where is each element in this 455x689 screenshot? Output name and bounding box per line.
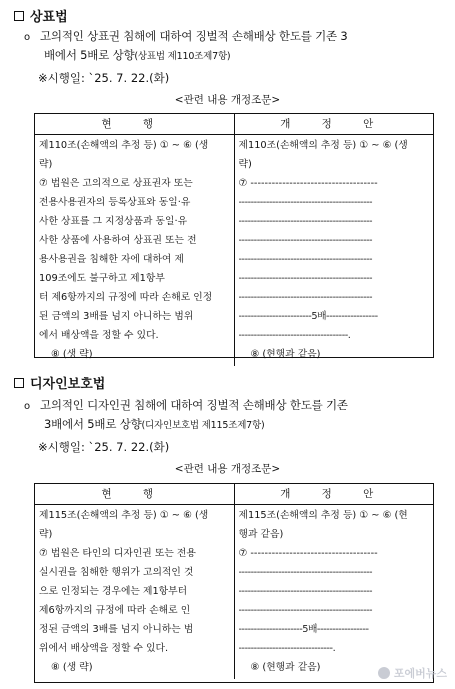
table-text-line: 으로 인정되는 경우에는 제1항부터 — [39, 586, 188, 597]
table-text-line: ⑧ (생 략) — [51, 662, 93, 673]
table-text-line: 109조에도 불구하고 제1항부 — [39, 273, 165, 284]
table-text-line: -------------------------------------------- — [238, 273, 373, 284]
bullet-text-line: 배에서 5배로 상향(상표법 제110조제7항) — [44, 48, 231, 62]
table-text-line: 략) — [39, 159, 53, 170]
table-text-line: ---------------------5배----------------- — [238, 624, 369, 635]
effective-date: ※시행일: `25. 7. 22.(화) — [38, 440, 170, 454]
table-text-line: 위에서 배상액을 정할 수 있다. — [39, 643, 169, 654]
section-title: 디자인보호법 — [30, 377, 106, 392]
table-text-line: 제6항까지의 규정에 따라 손해로 인 — [39, 605, 191, 616]
table-text-line: 실시권을 침해한 행위가 고의적인 것 — [39, 567, 194, 578]
bullet-o-icon: o — [24, 401, 30, 412]
header-current: 현 행 — [35, 484, 235, 504]
watermark: 포에버뉴스 — [378, 665, 447, 681]
table-text-line: 전용사용권자의 등록상표와 동일·유 — [39, 197, 191, 208]
table-text-line: ⑦ 법원은 고의적으로 상표권자 또는 — [39, 178, 193, 189]
table-text-line: ------------------------5배----------------- — [238, 311, 378, 322]
table-text-line: ⑧ (현행과 같음) — [250, 662, 321, 673]
header-amendment: 개 정 안 — [280, 488, 388, 500]
table-text-line: -------------------------------------------- — [238, 254, 373, 265]
bullet-text-line: o 고의적인 디자인권 침해에 대하여 징벌적 손해배상 한도를 기존 — [24, 396, 443, 416]
amendment-text-column — [235, 505, 434, 679]
section-heading-trademark — [14, 6, 68, 25]
current-text-column — [35, 505, 235, 679]
comparison-table — [34, 113, 434, 358]
table-text-line: 략) — [39, 529, 53, 540]
checkbox-square-icon — [14, 11, 24, 21]
table-caption: <관련 내용 개정조문> — [174, 94, 281, 106]
table-text-line: 제115조(손해액의 추정 등) ① ~ ⑥ (현 — [238, 510, 408, 521]
table-text-line: 정된 금액의 3배를 넘지 아니하는 범 — [39, 624, 194, 635]
bullet-text-line: o 고의적인 상표권 침해에 대하여 징벌적 손해배상 한도를 기존 3 — [24, 27, 443, 47]
table-text-line: -------------------------------------------- — [238, 235, 373, 246]
amendment-text-column — [235, 135, 434, 366]
header-current: 현 행 — [35, 114, 235, 134]
bullet-text-line: 3배에서 5배로 상향(디자인보호법 제115조제7항) — [44, 417, 265, 431]
current-text-column — [35, 135, 235, 366]
checkbox-square-icon — [14, 378, 24, 388]
table-header — [35, 484, 433, 505]
effective-date: ※시행일: `25. 7. 22.(화) — [38, 71, 170, 85]
table-text-line: 행과 같음) — [238, 529, 284, 540]
table-text-line: 사한 상표를 그 지정상품과 동일·유 — [39, 216, 188, 227]
logo-circle-icon — [378, 667, 390, 679]
table-text-line: -------------------------------------------- — [238, 292, 373, 303]
table-text-line: ------------------------------------. — [238, 330, 351, 341]
table-text-line: 략) — [238, 159, 252, 170]
table-text-line: 제110조(손해액의 추정 등) ① ~ ⑥ (생 — [39, 140, 209, 151]
table-text-line: ⑧ (생 략) — [51, 349, 93, 360]
table-text-line: 된 금액의 3배를 넘지 아니하는 범위 — [39, 311, 194, 322]
table-text-line: -------------------------------------------- — [238, 567, 373, 578]
table-text-line: 터 제6항까지의 규정에 따라 손해로 인정 — [39, 292, 213, 303]
table-text-line: ⑦ 법원은 타인의 디자인권 또는 전용 — [39, 548, 196, 559]
table-text-line: 제115조(손해액의 추정 등) ① ~ ⑥ (생 — [39, 510, 209, 521]
table-text-line: 제110조(손해액의 추정 등) ① ~ ⑥ (생 — [238, 140, 408, 151]
table-text-line: ⑦ ------------------------------------ — [238, 548, 378, 559]
table-text-line: -------------------------------------------- — [238, 605, 373, 616]
table-text-line: -------------------------------------------- — [238, 197, 373, 208]
table-text-line: ⑦ ------------------------------------ — [238, 178, 378, 189]
table-caption: <관련 내용 개정조문> — [174, 463, 281, 475]
table-text-line: ⑧ (현행과 같음) — [250, 349, 321, 360]
table-text-line: 사한 상품에 사용하여 상표권 또는 전 — [39, 235, 197, 246]
bullet-o-icon: o — [24, 32, 30, 43]
table-text-line: -------------------------------------------- — [238, 586, 373, 597]
table-text-line: 에서 배상액을 정할 수 있다. — [39, 330, 159, 341]
table-text-line: -------------------------------. — [238, 643, 336, 654]
table-text-line: 용사용권을 침해한 자에 대하여 제 — [39, 254, 184, 265]
section-title: 상표법 — [30, 10, 68, 25]
header-amendment: 개 정 안 — [280, 118, 388, 130]
table-header — [35, 114, 433, 135]
table-text-line: -------------------------------------------- — [238, 216, 373, 227]
section-heading-design — [14, 373, 105, 392]
comparison-table — [34, 483, 434, 683]
